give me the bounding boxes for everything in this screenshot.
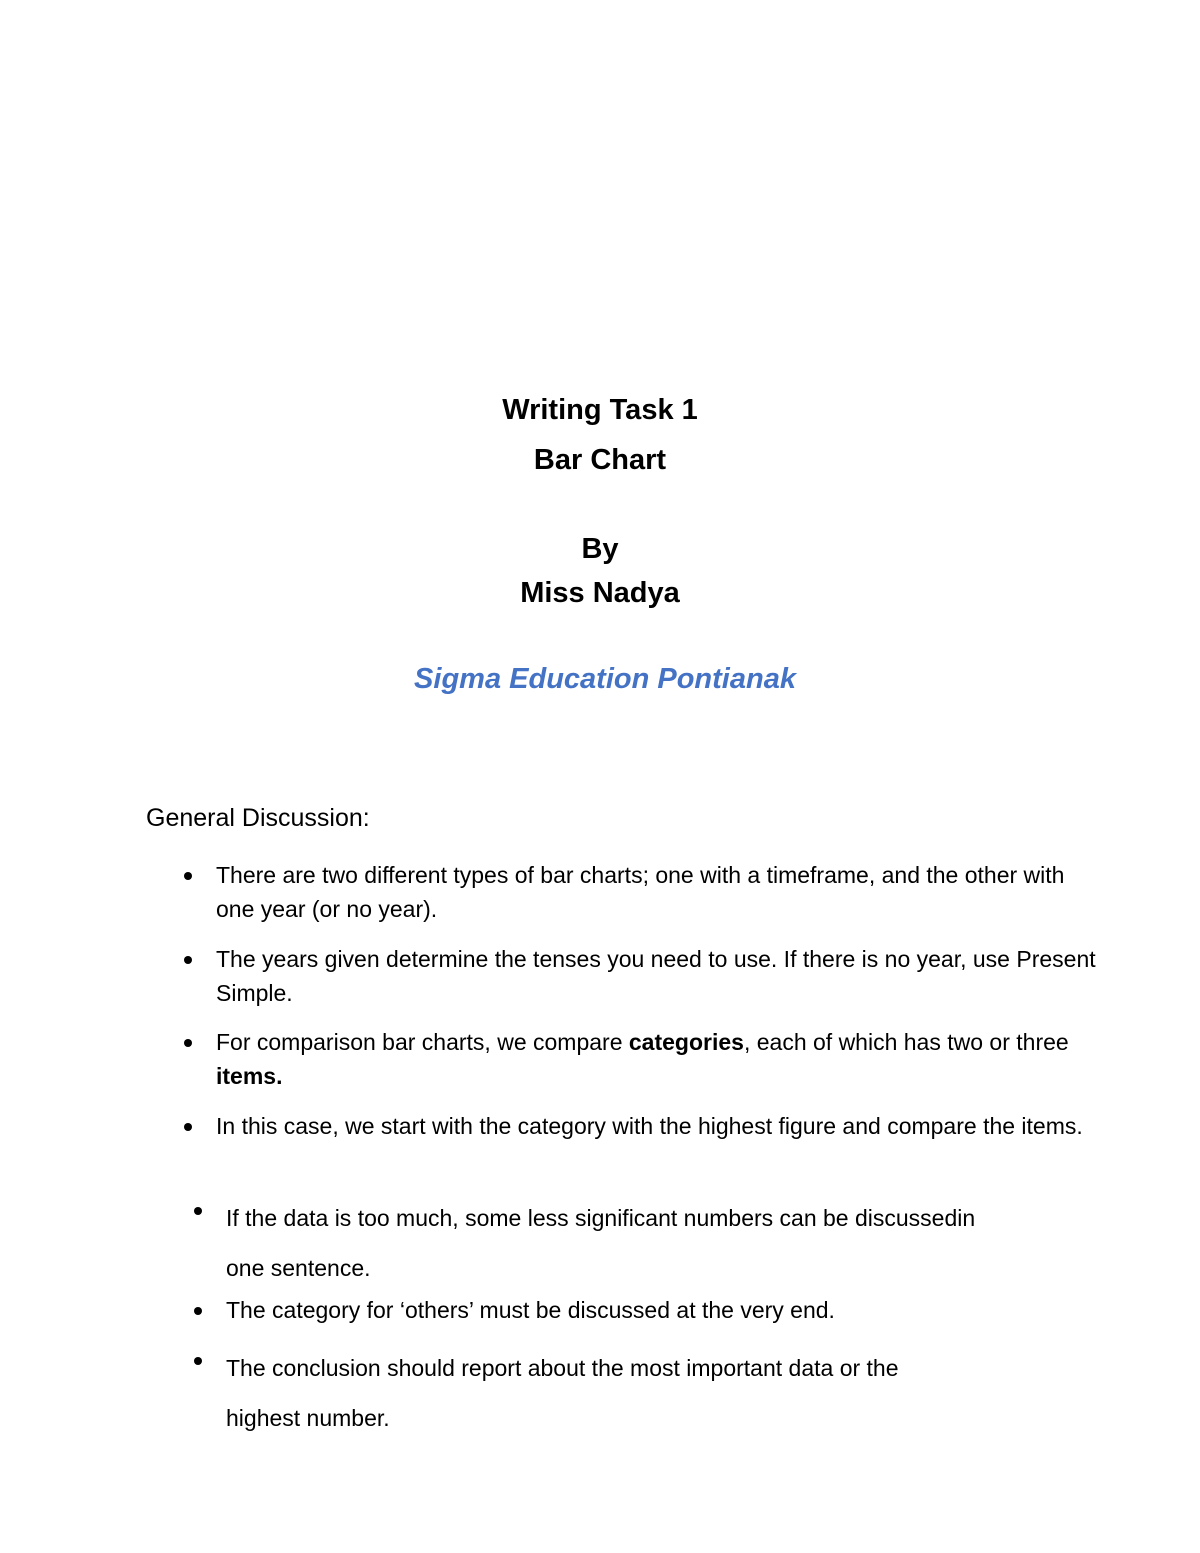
bullet-dot-icon [194, 1357, 202, 1365]
section-heading: General Discussion: [146, 804, 370, 832]
list-item-text-line2: highest number. [226, 1405, 390, 1431]
document-title: Writing Task 1 [502, 394, 698, 426]
list-item-text-line2: one sentence. [226, 1255, 371, 1281]
list-item-text: In this case, we start with the category with the highest figure and compare the items. [216, 1113, 1083, 1139]
list-item-text-line1: The conclusion should report about the most important data or the [226, 1355, 899, 1381]
bullet-dot-icon [194, 1207, 202, 1215]
byline-label: By [581, 533, 619, 565]
list-item-text [216, 1025, 1096, 1093]
bullet-dot-icon [184, 1123, 192, 1131]
emphasis-items: items. [216, 1063, 283, 1089]
bullet-dot-icon [184, 872, 192, 880]
list-item-text: There are two different types of bar charts; one with a timeframe, and the other with one year (or no year). [216, 862, 1065, 922]
document-subtitle: Bar Chart [533, 444, 667, 476]
list-item [216, 942, 1096, 1010]
bullet-dot-icon [184, 1039, 192, 1047]
list-item [216, 1109, 1096, 1143]
list-item [216, 1025, 1096, 1093]
bullet-dot-icon [194, 1307, 202, 1315]
organization-name: Sigma Education Pontianak [414, 663, 796, 695]
list-item-text: The years given determine the tenses you need to use. If there is no year, use Present Simple. [216, 946, 1096, 1006]
list-item [216, 858, 1096, 926]
list-item-text-line1: If the data is too much, some less significant numbers can be discussedin [226, 1205, 976, 1231]
list-item-text: The category for ‘others’ must be discussed at the very end. [226, 1297, 835, 1323]
bullet-dot-icon [184, 956, 192, 964]
author-name: Miss Nadya [520, 577, 680, 609]
list-item [226, 1193, 1076, 1293]
list-item-text-part: For comparison bar charts, we compare [216, 1029, 629, 1055]
list-item-text-part: , each of which has two or three [743, 1029, 1069, 1055]
emphasis-categories: categories [628, 1029, 744, 1055]
list-item [226, 1293, 1076, 1327]
list-item [226, 1343, 1076, 1443]
